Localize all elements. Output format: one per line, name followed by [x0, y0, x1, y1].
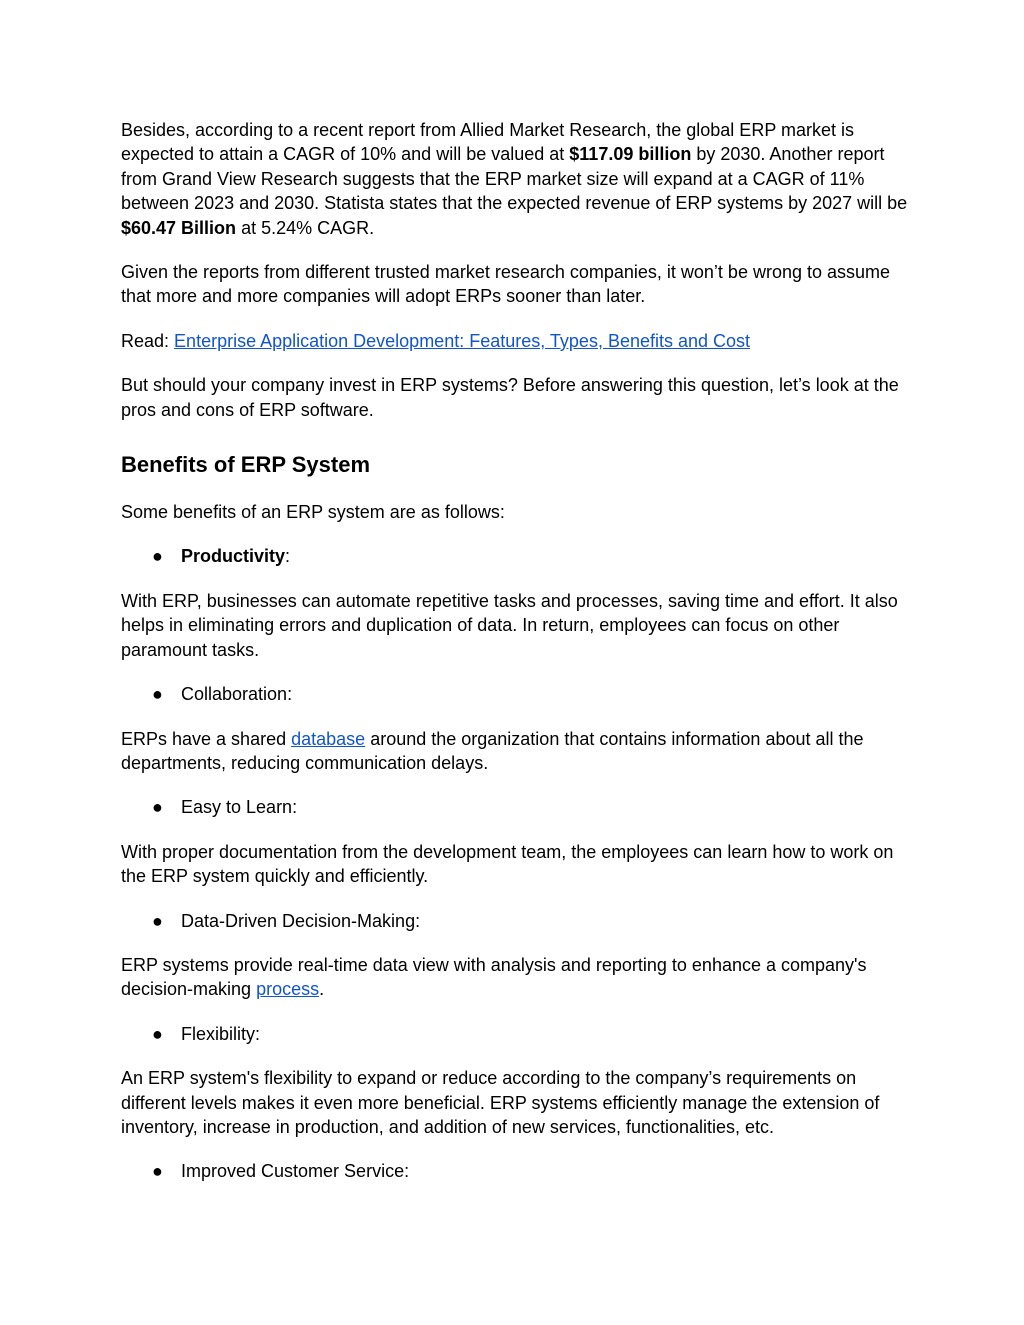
market-report-paragraph [121, 118, 911, 240]
bullet-label: Easy to Learn: [181, 797, 298, 818]
bullet-label: Flexibility: [181, 1023, 261, 1044]
collaboration-paragraph [121, 727, 911, 776]
section-heading: Benefits of ERP System [121, 452, 371, 478]
productivity-paragraph: With ERP, businesses can automate repetitive tasks and processes, saving time and effort. It also helps in eliminating errors and duplication of data. In return, employees can focus on other paramount tasks. [121, 590, 898, 660]
read-also-line [121, 329, 911, 353]
invest-question-paragraph: But should your company invest in ERP systems? Before answering this question, let’s look at the pros and cons of ERP software. [121, 375, 899, 420]
bullet-label: Collaboration: [181, 684, 293, 705]
bullet-icon: ● [152, 910, 163, 931]
bullet-label: Data-Driven Decision-Making: [181, 910, 421, 931]
bullet-suffix: : [285, 546, 291, 567]
section-lead: Some benefits of an ERP system are as follows: [121, 502, 505, 523]
bullet-data-driven [121, 909, 911, 933]
bullet-icon: ● [152, 797, 163, 818]
bullet-label: Improved Customer Service: [181, 1161, 410, 1182]
process-link[interactable]: process [256, 979, 320, 1000]
bullet-label: Productivity [181, 546, 286, 567]
bullet-customer-service [121, 1159, 911, 1183]
document-page [121, 118, 911, 1204]
database-link[interactable]: database [291, 728, 366, 749]
data-driven-paragraph [121, 953, 911, 1002]
bullet-icon: ● [152, 1161, 163, 1182]
bullet-collaboration [121, 682, 911, 706]
bullet-easy-to-learn [121, 795, 911, 819]
bullet-icon: ● [152, 546, 163, 567]
paragraph-text: at 5.24% CAGR. [236, 217, 375, 238]
bullet-flexibility [121, 1022, 911, 1046]
paragraph-text: ERP systems provide real-time data view with analysis and reporting to enhance a company's decision-making [121, 954, 867, 1000]
bold-value-117: $117.09 billion [569, 144, 692, 165]
paragraph-text: ERPs have a shared [121, 728, 292, 749]
bullet-icon: ● [152, 684, 163, 705]
paragraph-text: Besides, according to a recent report from Allied Market Research, the global ERP market is expected to attain a CAGR of 10% and will be valued at [121, 120, 855, 165]
bullet-icon: ● [152, 1023, 163, 1044]
easy-to-learn-paragraph: With proper documentation from the development team, the employees can learn how to work on the ERP system quickly and efficiently. [121, 841, 894, 887]
bold-value-60: $60.47 Billion [121, 217, 237, 238]
paragraph-text: by 2030. Another report from Grand View Research suggests that the ERP market size will expand at a CAGR of 11% between 2023 and 2030. Statista states that the expected revenue of ERP systems by 2027 will be [121, 144, 908, 214]
flexibility-paragraph: An ERP system's flexibility to expand or reduce according to the company’s requirements on different levels makes it even more beneficial. ERP systems efficiently manage the extension of inventory, increase in production, and addition of new services, functionalities, etc. [121, 1068, 880, 1137]
enterprise-app-dev-link[interactable]: Enterprise Application Development: Features, Types, Benefits and Cost [174, 330, 751, 351]
paragraph-text: . [319, 979, 325, 1000]
paragraph-text: around the organization that contains information about all the departments, reducing communication delays. [121, 728, 864, 773]
read-prefix: Read: [121, 330, 175, 351]
adoption-paragraph: Given the reports from different trusted market research companies, it won’t be wrong to assume that more and more companies will adopt ERPs sooner than later. [121, 262, 891, 307]
bullet-productivity [121, 544, 911, 568]
